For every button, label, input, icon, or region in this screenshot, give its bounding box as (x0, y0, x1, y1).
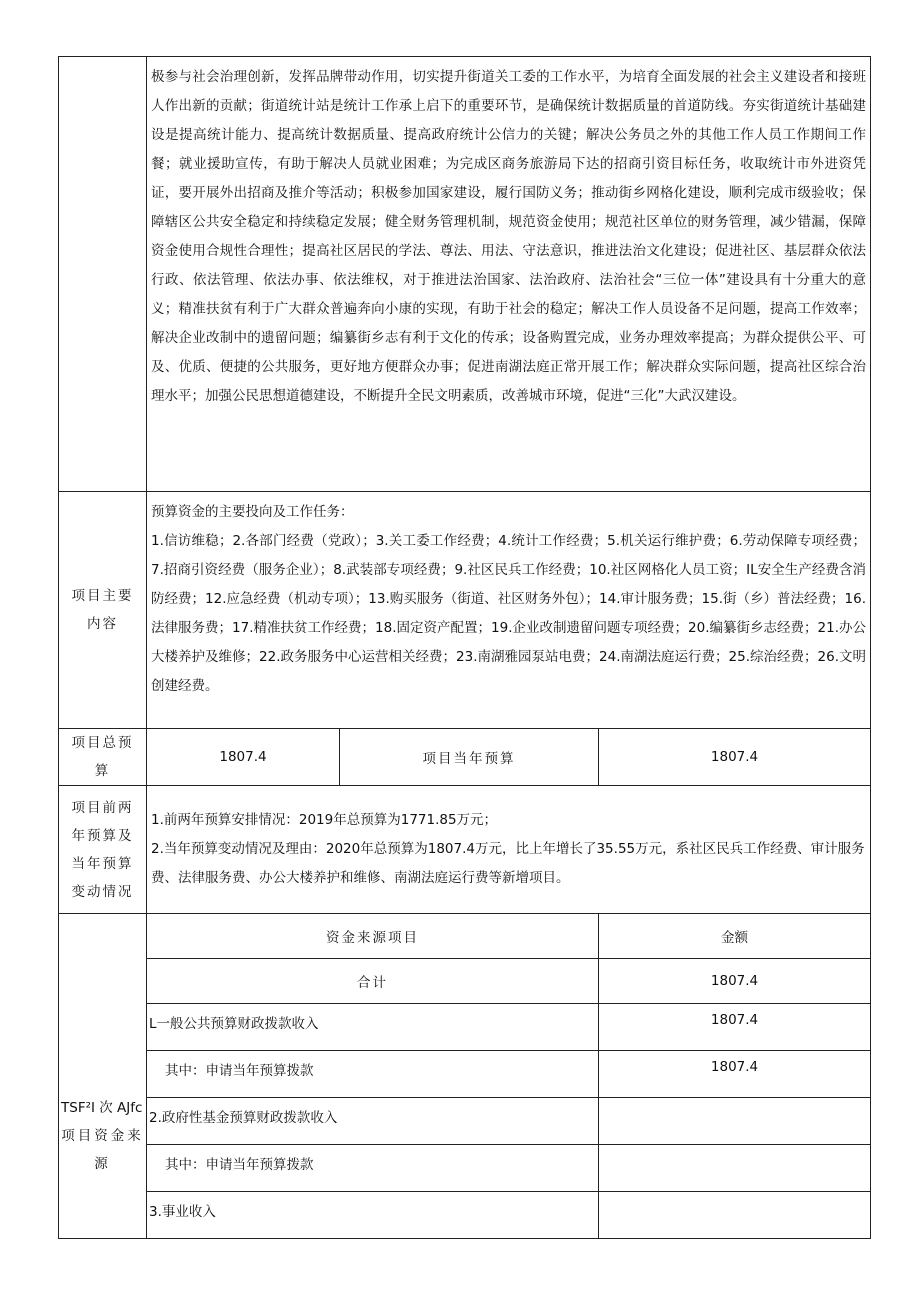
year-budget-value: 1807.4 (599, 729, 871, 786)
funding-source: 合计 (147, 959, 599, 1004)
funding-amount (599, 1192, 871, 1239)
funding-amount: 1807.4 (599, 1051, 871, 1098)
main-content-label: 项目主要内容 (59, 492, 147, 729)
continuation-row (59, 57, 871, 492)
main-content-cell (147, 492, 871, 729)
funding-source: L一般公共预算财政拨款收入 (147, 1004, 599, 1051)
funding-source: 3.事业收入 (147, 1192, 599, 1239)
funding-label: 项目资金来源 (61, 1128, 144, 1172)
budget-change-label: 项目前两年预算及当年预算变动情况 (59, 786, 147, 914)
funding-col-source: 资金来源项目 (147, 914, 599, 959)
funding-amount (599, 1145, 871, 1192)
funding-row (59, 1192, 871, 1239)
total-budget-label: 项目总预算 (59, 729, 147, 786)
main-content-heading: 预算资金的主要投向及工作任务： (151, 504, 354, 520)
funding-source: 2.政府性基金预算财政拨款收入 (147, 1098, 599, 1145)
year-budget-label: 项目当年预算 (340, 729, 599, 786)
budget-change-line-2: 2.当年预算变动情况及理由：2020年总预算为1807.4万元，比上年增长了35.55万元，系社区民兵工作经费、审计服务费、法律服务费、办公大楼养护和维修、南湖法庭运行费等新增项目。 (151, 841, 865, 886)
funding-row (59, 1051, 871, 1098)
funding-source: 其中：申请当年预算拨款 (147, 1145, 599, 1192)
funding-label-cell (59, 914, 147, 1239)
total-budget-value: 1807.4 (147, 729, 340, 786)
budget-change-cell (147, 786, 871, 914)
funding-col-amount: 金额 (599, 914, 871, 959)
main-content-row (59, 492, 871, 729)
budget-form-table (58, 56, 871, 1239)
funding-row (59, 1004, 871, 1051)
continuation-label-cell (59, 57, 147, 492)
funding-source: 其中：申请当年预算拨款 (147, 1051, 599, 1098)
funding-amount (599, 1098, 871, 1145)
continuation-text-cell (147, 57, 871, 492)
funding-row (59, 1098, 871, 1145)
funding-row (59, 1145, 871, 1192)
budget-row (59, 729, 871, 786)
continuation-text: 极参与社会治理创新，发挥品牌带动作用，切实提升街道关工委的工作水平，为培育全面发展的社会主义建设者和接班人作出新的贡献；街道统计站是统计工作承上启下的重要环节，是确保统计数据质量的首道防线。夯实街道统计基础建设是提高统计能力、提高统计数据质量、提高政府统计公信力的关键；解决公务员之外的其他工作人员工作期间工作餐；就业援助宣传，有助于解决人员就业困难；为完成区商务旅游局下达的招商引资目标任务，收取统计市外进资凭证，要开展外出招商及推介等活动；积极参加国家建设，履行国防义务；推动街乡网格化建设，顺利完成市级验收；保障辖区公共安全稳定和持续稳定发展；健全财务管理机制，规范资金使用；规范社区单位的财务管理，减少错漏，保障资金使用合规性合理性；提高社区居民的学法、尊法、用法、守法意识，推进法治文化建设；促进社区、基层群众依法行政、依法管理、依法办事、依法维权，对于推进法治国家、法治政府、法治社会“三位一体”建设具有十分重大的意义；精准扶贫有利于广大群众普遍奔向小康的实现，有助于社会的稳定；解决工作人员设备不足问题，提高工作效率；解决企业改制中的遗留问题；编纂街乡志有利于文化的传承；设备购置完成，业务办理效率提高；为群众提供公平、可及、优质、便捷的公共服务，更好地方便群众办事；促进南湖法庭正常开展工作；解决群众实际问题，提高社区综合治理水平；加强公民思想道德建设，不断提升全民文明素质，改善城市环境，促进“三化”大武汉建设。 (151, 69, 867, 404)
funding-amount: 1807.4 (599, 959, 871, 1004)
funding-amount: 1807.4 (599, 1004, 871, 1051)
funding-label-garbled: TSF²I 次 AJfc (61, 1100, 143, 1116)
funding-header-row (59, 914, 871, 959)
main-content-body: 1.信访维稳；2.各部门经费（党政）；3.关工委工作经费；4.统计工作经费；5.机关运行维护费；6.劳动保障专项经费；7.招商引资经费（服务企业）；8.武装部专项经费；9.社区民兵工作经费；10.社区网格化人员工资；IL安全生产经费含消防经费；12.应急经费（机动专项）；13.购买服务（街道、社区财务外包）；14.审计服务费；15.街（乡）普法经费；16.法律服务费；17.精准扶贫工作经费；18.固定资产配置；19.企业改制遗留问题专项经费；20.编纂街乡志经费；21.办公大楼养护及维修；22.政务服务中心运营相关经费；23.南湖雅园泵站电费；24.南湖法庭运行费；25.综治经费；26.文明创建经费。 (151, 533, 867, 694)
budget-change-row (59, 786, 871, 914)
funding-row (59, 959, 871, 1004)
budget-change-line-1: 1.前两年预算安排情况：2019年总预算为1771.85万元； (151, 812, 498, 828)
